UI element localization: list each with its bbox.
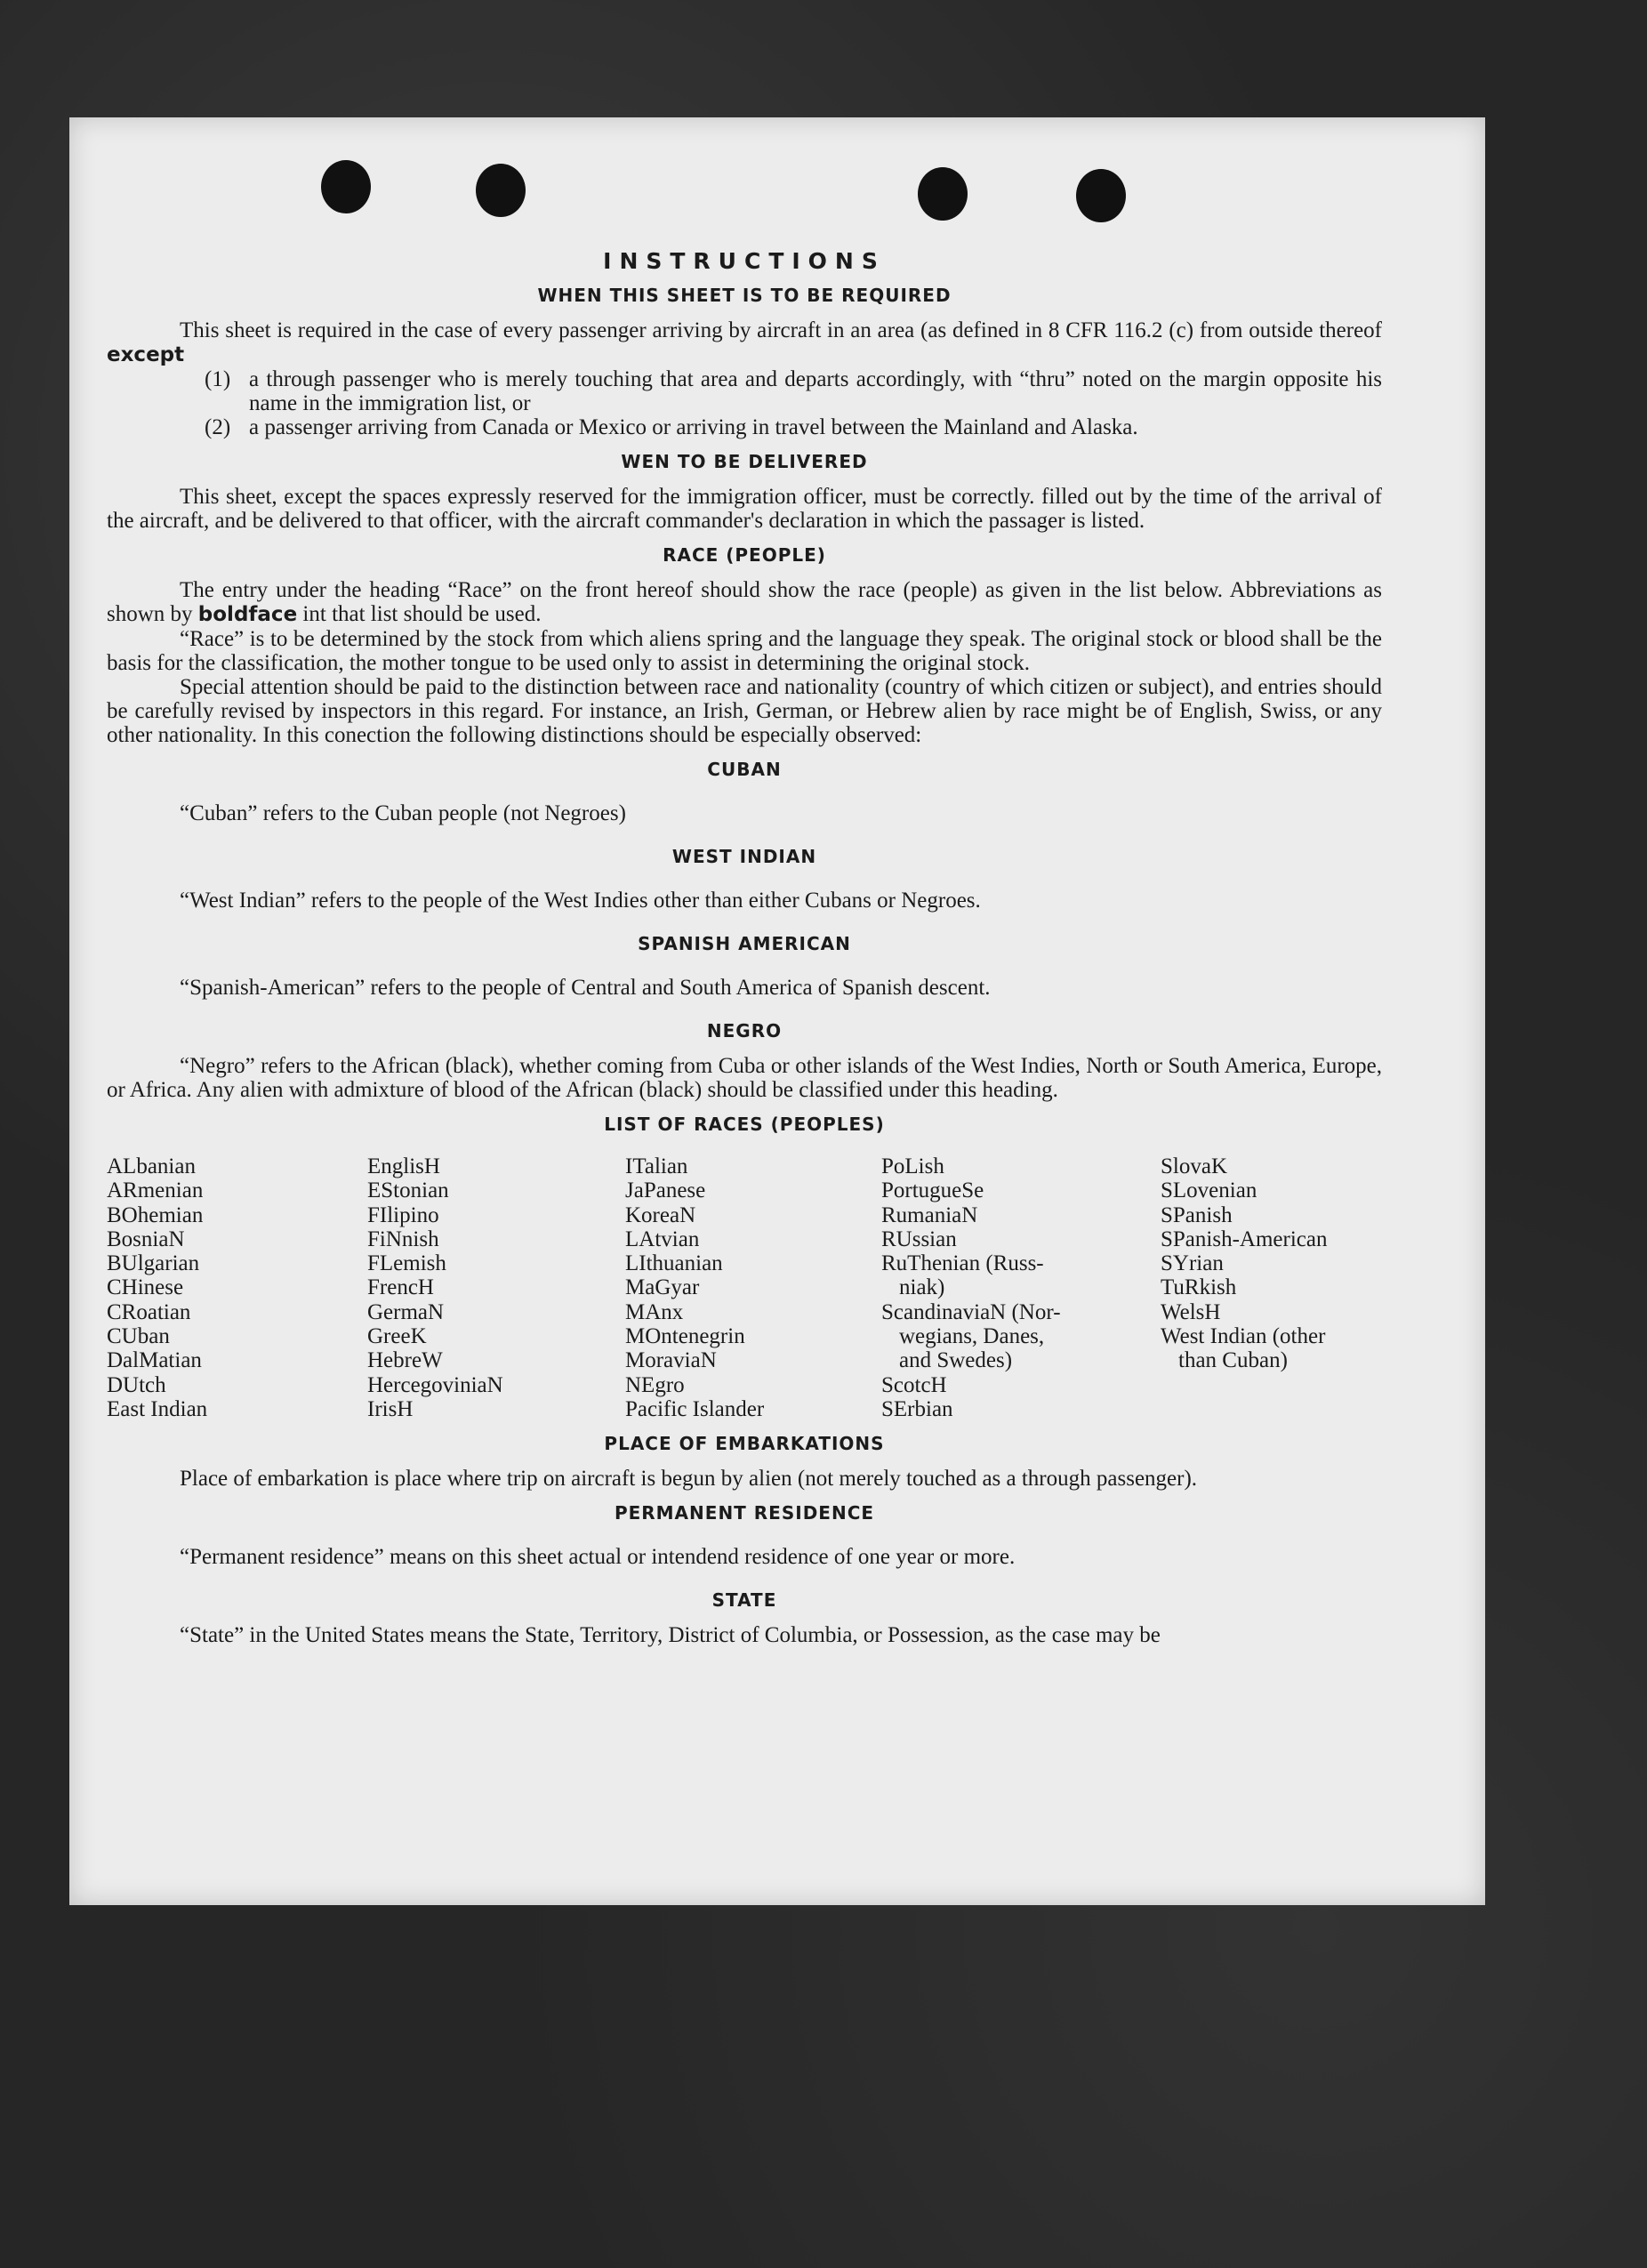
races-column-3	[625, 1154, 881, 1421]
race-item: EnglisH	[367, 1154, 440, 1178]
race-item-continued: than Cuban)	[1178, 1348, 1288, 1373]
page-title: INSTRUCTIONS	[603, 248, 886, 274]
race-item: CHinese	[107, 1275, 184, 1300]
race-item: RumaniaN	[881, 1202, 978, 1227]
race-item: ScandinaviaN (Nor-	[881, 1299, 1061, 1324]
heading-cuban: CUBAN	[707, 759, 782, 780]
heading-spanish-american: SPANISH AMERICAN	[638, 933, 851, 954]
heading-when-delivered: WEN TO BE DELIVERED	[621, 451, 868, 472]
item-text: a through passenger who is merely touching that area and departs accordingly, with “thru” noted on the margin opposite his name in the immigration list, or	[249, 367, 1382, 415]
required-item-2	[107, 415, 1382, 439]
races-column-5	[1161, 1154, 1382, 1421]
race-item: ScotcH	[881, 1372, 947, 1397]
race-paragraph-3: Special attention should be paid to the distinction between race and nationality (country of which citizen or subject), and entries should be carefully revised by inspectors in this regard. For instance, an Irish, German, or Hebrew alien by race might be of English, Swiss, or any other nationality. In this conection the following distinctions should be especially observed:	[107, 675, 1382, 747]
race-item: NEgro	[625, 1372, 685, 1397]
race-item: RUssian	[881, 1226, 957, 1251]
race-item: PortugueSe	[881, 1178, 984, 1203]
race-item-continued: niak)	[899, 1275, 945, 1300]
west-indian-text: “West Indian” refers to the people of the West Indies other than either Cubans or Negroes.	[180, 889, 981, 913]
item-text: a passenger arriving from Canada or Mexico or arriving in travel between the Mainland and Alaska.	[249, 415, 1138, 439]
race-item: LIthuanian	[625, 1251, 723, 1276]
race-item: BUlgarian	[107, 1251, 200, 1276]
race-item: SYrian	[1161, 1251, 1224, 1276]
punch-hole-2	[476, 164, 526, 217]
race-item: TuRkish	[1161, 1275, 1237, 1300]
punch-hole-4	[1076, 169, 1126, 222]
race-item: FiNnish	[367, 1226, 439, 1251]
races-column-4	[881, 1154, 1161, 1421]
race-item-continued: wegians, Danes,	[899, 1324, 1045, 1349]
race-item: WelsH	[1161, 1299, 1221, 1324]
race-item: MoraviaN	[625, 1348, 717, 1373]
heading-when-required: WHEN THIS SHEET IS TO BE REQUIRED	[537, 285, 952, 306]
race-item: SlovaK	[1161, 1154, 1227, 1178]
race-item: GermaN	[367, 1299, 445, 1324]
race-item: SPanish-American	[1161, 1226, 1328, 1251]
state-text: “State” in the United States means the State, Territory, District of Columbia, or Possession, as the case may be	[180, 1623, 1161, 1648]
required-item-1	[107, 367, 1382, 415]
race-item: FLemish	[367, 1251, 446, 1276]
race-item: BOhemian	[107, 1202, 204, 1227]
race-item: DUtch	[107, 1372, 166, 1397]
race-item: FIlipino	[367, 1202, 439, 1227]
heading-state: STATE	[711, 1589, 777, 1612]
race-p1-bold: boldface	[197, 603, 298, 626]
race-item: ALbanian	[107, 1154, 196, 1178]
races-column-2	[367, 1154, 625, 1421]
punch-hole-3	[918, 167, 968, 221]
races-column-1	[107, 1154, 367, 1421]
race-item: RuThenian (Russ-	[881, 1251, 1044, 1276]
race-item: IrisH	[367, 1396, 414, 1421]
race-item: BosniaN	[107, 1226, 185, 1251]
race-item: JaPanese	[625, 1178, 706, 1203]
race-item: HercegoviniaN	[367, 1372, 503, 1397]
required-intro-text: This sheet is required in the case of every passenger arriving by aircraft in an area (as defined in 8 CFR 116.2 (c) from outside thereof	[180, 318, 1382, 342]
item-number: (1)	[205, 367, 231, 391]
race-item: PoLish	[881, 1154, 944, 1178]
heading-list-of-races: LIST OF RACES (PEOPLES)	[604, 1114, 885, 1135]
delivered-text: This sheet, except the spaces expressly reserved for the immigration officer, must be correctly. filled out by the time of the arrival of the aircraft, and be delivered to that officer, with the aircraft commander's declaration in which the passager is listed.	[107, 485, 1382, 533]
race-p1-before: The entry under the heading “Race” on the front hereof should show the race (people) as given in the list below. Abbreviations as shown by	[107, 578, 1382, 626]
instructions-content	[107, 249, 1382, 1647]
race-item: LAtvian	[625, 1226, 700, 1251]
race-item: West Indian (other	[1161, 1324, 1326, 1349]
race-item: MOntenegrin	[625, 1324, 745, 1349]
embarkation-text: Place of embarkation is place where trip on aircraft is begun by alien (not merely touched as a through passenger).	[180, 1467, 1198, 1492]
heading-west-indian: WEST INDIAN	[671, 846, 817, 867]
race-item: EStonian	[367, 1178, 449, 1203]
race-item: SPanish	[1161, 1202, 1233, 1227]
race-item: SLovenian	[1161, 1178, 1257, 1203]
race-item: East Indian	[107, 1396, 208, 1421]
race-paragraph-2: “Race” is to be determined by the stock from which aliens spring and the language they speak. The original stock or blood shall be the basis for the classification, the mother tongue to be used only to assist in determining the original stock.	[107, 627, 1382, 675]
heading-place-of-embarkation: PLACE OF EMBARKATIONS	[604, 1433, 885, 1455]
cuban-text: “Cuban” refers to the Cuban people (not Negroes)	[180, 801, 626, 825]
race-item: DalMatian	[107, 1348, 202, 1373]
heading-permanent-residence: PERMANENT RESIDENCE	[614, 1502, 875, 1524]
race-item: ARmenian	[107, 1178, 204, 1203]
race-item: Pacific Islander	[625, 1396, 765, 1421]
punch-hole-1	[321, 160, 371, 213]
race-item: HebreW	[367, 1348, 443, 1373]
races-list	[107, 1154, 1382, 1421]
heading-negro: NEGRO	[706, 1020, 783, 1042]
race-item: GreeK	[367, 1324, 427, 1349]
race-item: CRoatian	[107, 1299, 191, 1324]
race-item-continued: and Swedes)	[899, 1348, 1013, 1373]
race-item: MAnx	[625, 1299, 684, 1324]
residence-text: “Permanent residence” means on this sheet actual or intendend residence of one year or more.	[180, 1545, 1016, 1570]
negro-text: “Negro” refers to the African (black), whether coming from Cuba or other islands of the West Indies, North or South America, Europe, or Africa. Any alien with admixture of blood of the African (black) should be classified under this heading.	[107, 1054, 1382, 1102]
race-item: MaGyar	[625, 1275, 700, 1300]
race-item: KoreaN	[625, 1202, 696, 1227]
required-intro-bold: except	[107, 343, 185, 366]
item-number: (2)	[205, 415, 231, 439]
race-item: ITalian	[625, 1154, 688, 1178]
document-sheet	[69, 117, 1485, 1905]
race-item: CUban	[107, 1324, 170, 1349]
race-item: SErbian	[881, 1396, 953, 1421]
race-p1-after: int that list should be used.	[302, 602, 542, 626]
spanish-american-text: “Spanish-American” refers to the people of Central and South America of Spanish descent.	[180, 976, 991, 1000]
race-paragraph-1	[107, 578, 1382, 627]
race-item: FrencH	[367, 1275, 434, 1300]
required-intro	[107, 318, 1382, 367]
heading-race: RACE (PEOPLE)	[663, 544, 826, 566]
